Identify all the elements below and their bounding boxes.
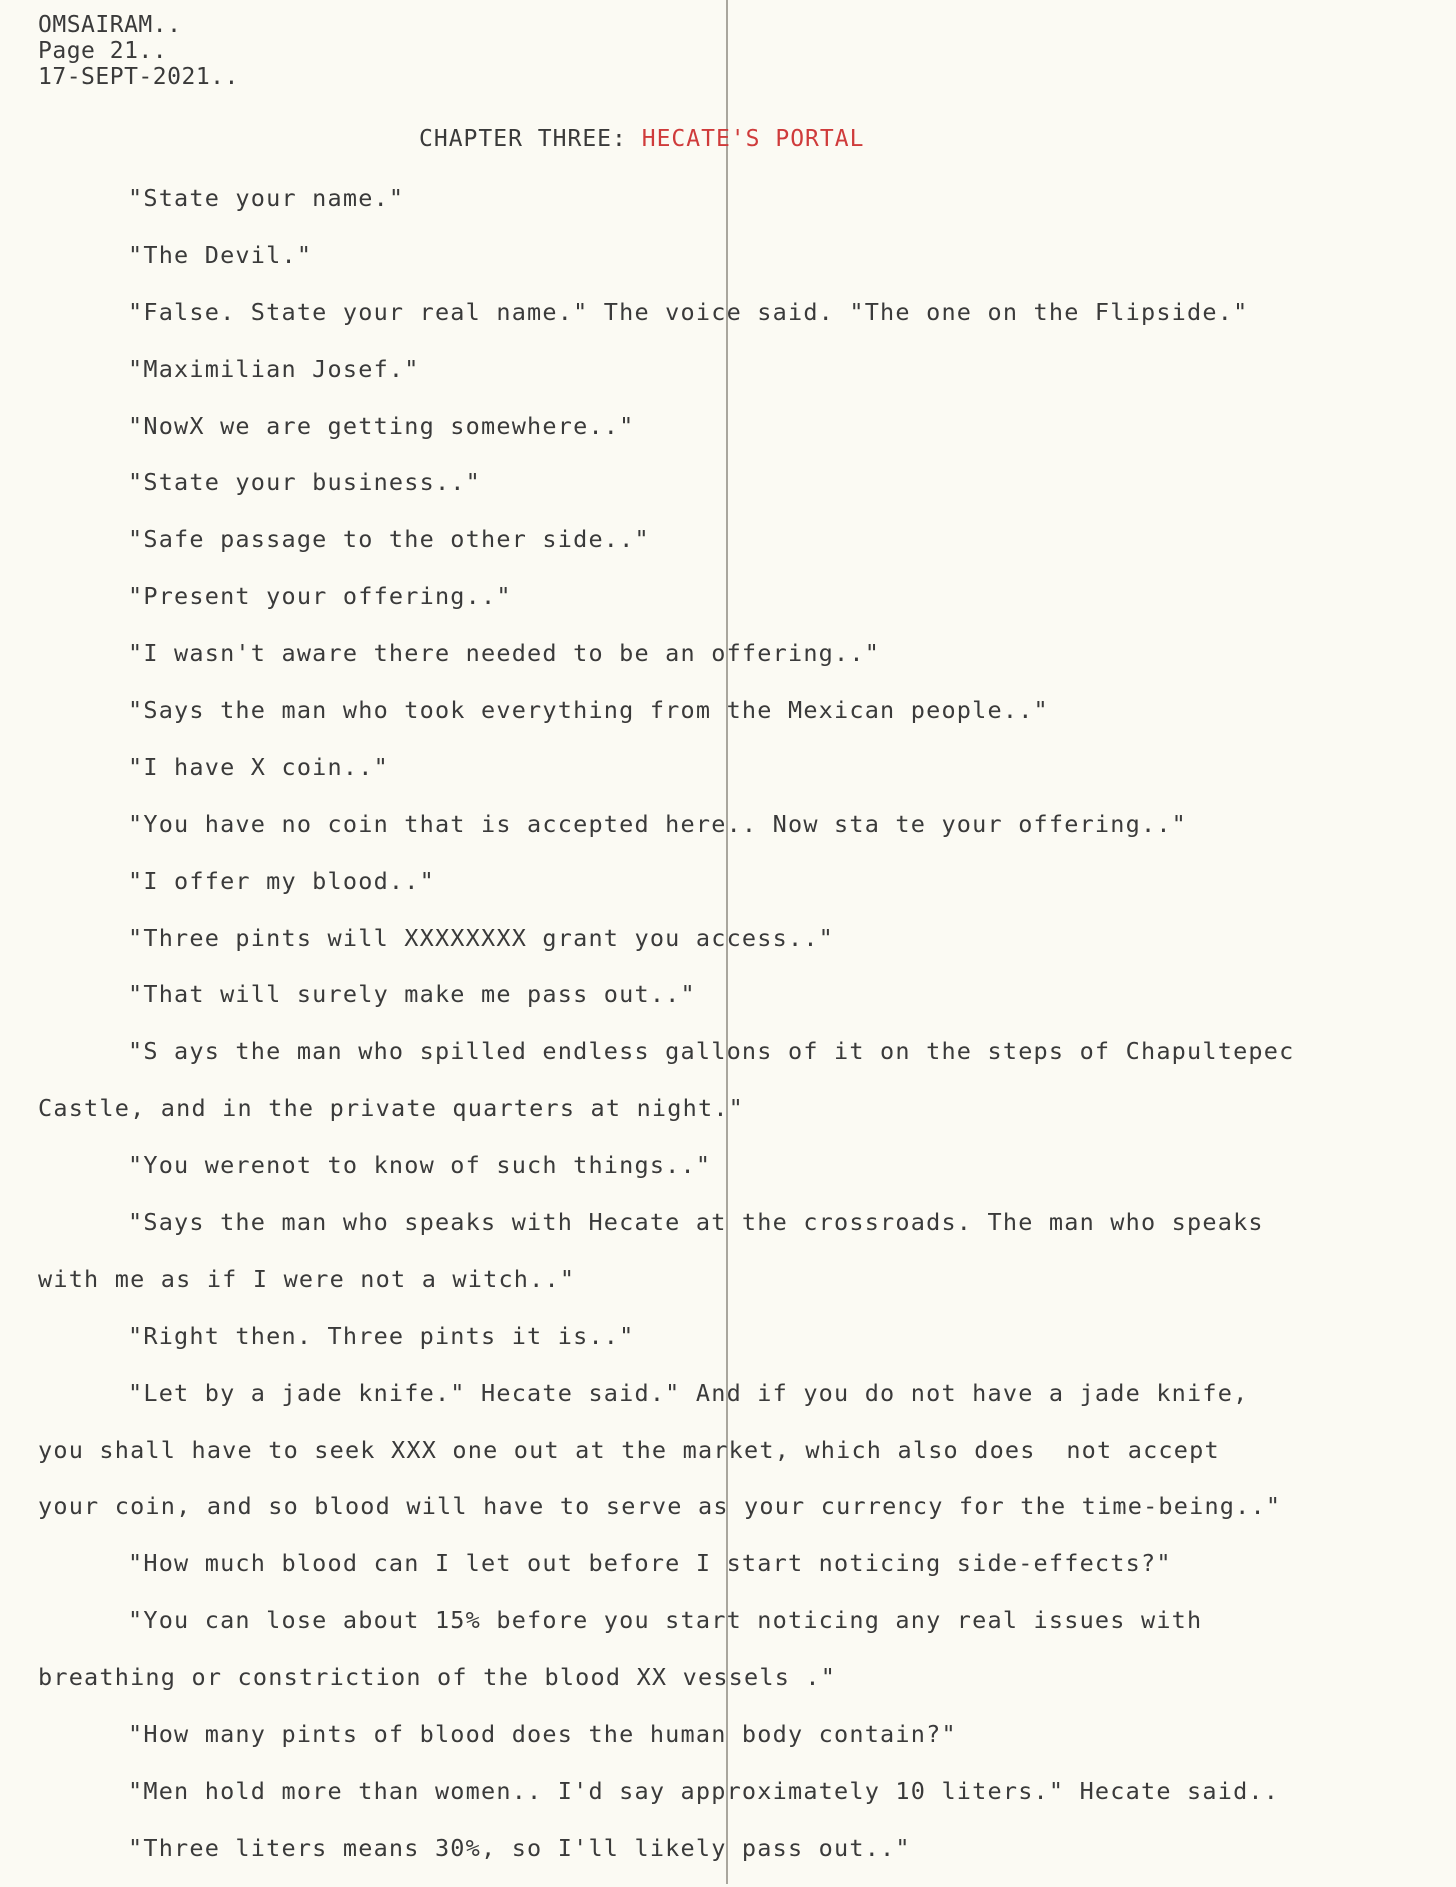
text-line: Castle, and in the private quarters at night." xyxy=(38,1094,745,1123)
text-line: "You werenot to know of such things.." xyxy=(128,1151,712,1180)
text-line: "Says the man who took everything from the Mexican people.." xyxy=(128,696,1049,725)
header-date: 17-SEPT-2021.. xyxy=(38,64,239,90)
text-line: "State your business.." xyxy=(128,468,482,497)
text-line: "Says the man who speaks with Hecate at the crossroads. The man who speaks xyxy=(128,1208,1264,1237)
text-line: breathing or constriction of the blood XX vessels ." xyxy=(38,1663,837,1692)
text-line: "Present your offering.." xyxy=(128,582,512,611)
text-line: you shall have to seek XXX one out at the market, which also does not accept xyxy=(38,1435,1220,1464)
text-line: "NowX we are getting somewhere.." xyxy=(128,411,635,440)
text-line: "I have X coin.." xyxy=(128,752,389,781)
body-text xyxy=(38,180,1438,1887)
text-line: "How many pints of blood does the human body contain?" xyxy=(128,1720,957,1749)
text-line: "Let by a jade knife." Hecate said." And if you do not have a jade knife, xyxy=(128,1378,1249,1407)
text-line: "That will surely make me pass out.." xyxy=(128,980,696,1009)
text-line: "You have no coin that is accepted here.. Now sta te your offering.." xyxy=(128,809,1188,838)
text-line: "The Devil." xyxy=(128,240,313,269)
text-line: "S ays the man who spilled endless gallons of it on the steps of Chapultepec xyxy=(128,1037,1295,1066)
text-line: "Safe passage to the other side.." xyxy=(128,525,650,554)
text-line: "Maximilian Josef." xyxy=(128,354,420,383)
text-line: "I wasn't aware there needed to be an offering.." xyxy=(128,639,881,668)
text-line: "Right then. Three pints it is.." xyxy=(128,1321,635,1350)
text-line: "How much blood can I let out before I start noticing side-effects?" xyxy=(128,1549,1172,1578)
header-om-sairam: OMSAIRAM.. xyxy=(38,12,182,38)
text-line: "State your name." xyxy=(128,184,405,212)
page-header xyxy=(38,12,239,90)
text-line: "Men hold more than women.. I'd say approximately 10 liters." Hecate said.. xyxy=(128,1776,1280,1805)
chapter-title-black: CHAPTER THREE: xyxy=(419,126,642,152)
text-line: "You can lose about 15% before you start noticing any real issues with xyxy=(128,1606,1203,1635)
text-line: "False. State your real name." The voice said. "The one on the Flipside." xyxy=(128,297,1249,326)
text-line: "I offer my blood.." xyxy=(128,866,435,895)
text-line: with me as if I were not a witch.." xyxy=(38,1264,576,1293)
chapter-title xyxy=(419,126,864,152)
text-line: "Three liters means 30%, so I'll likely pass out.." xyxy=(128,1833,911,1862)
text-line: "Three pints will XXXXXXXX grant you access.." xyxy=(128,923,835,952)
chapter-title-red: HECATE'S PORTAL xyxy=(641,126,865,152)
text-line: your coin, and so blood will have to serve as your currency for the time-being.." xyxy=(38,1492,1282,1521)
header-page-number: Page 21.. xyxy=(38,38,168,64)
